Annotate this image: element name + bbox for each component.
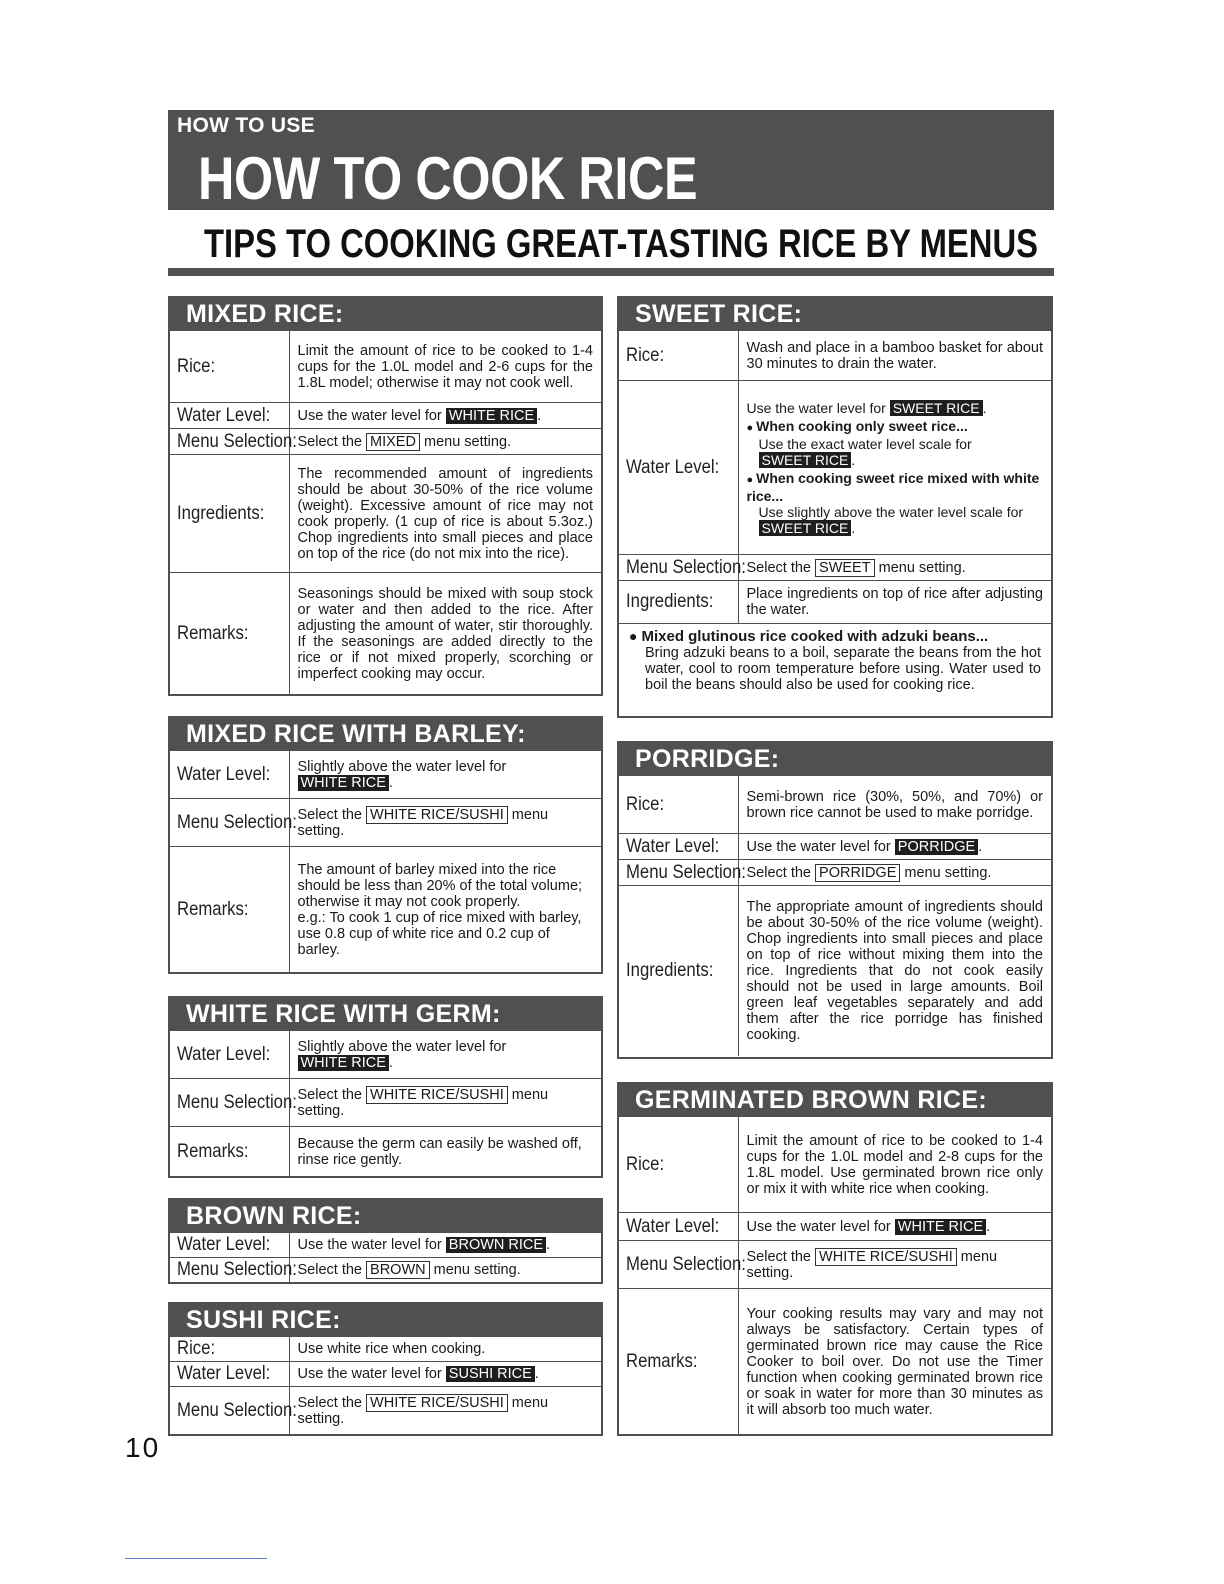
table-row — [170, 1127, 601, 1177]
table-row — [170, 1233, 601, 1258]
table-row — [619, 776, 1051, 834]
sweet-rice-table — [619, 330, 1051, 623]
brown-rice-table — [170, 1232, 601, 1283]
row-value: Limit the amount of rice to be cooked to 1-4 cups for the 1.0L model and 2-6 cups for the 1.8L model; otherwise it may not cook well. — [289, 331, 601, 403]
water-level-tag: WHITE RICE — [298, 1055, 389, 1071]
water-level-tag: WHITE RICE — [895, 1219, 986, 1235]
row-value: Your cooking results may vary and may not always be satisfactory. Certain types of germinated brown rice may cause the Rice Cooker to boil over. Do not use the Timer function when cooking germinated brown rice or soak in water for more than 30 minutes as it will absorb too much water. — [738, 1289, 1051, 1435]
row-label: Remarks: — [170, 1127, 289, 1177]
row-label: Menu Selection: — [619, 555, 738, 581]
table-row — [170, 751, 601, 799]
sweet-rice-section — [617, 296, 1053, 718]
row-value: Slightly above the water level for WHITE RICE . — [289, 751, 601, 799]
row-label: Water Level: — [619, 1213, 738, 1241]
table-row — [170, 1258, 601, 1283]
row-label: Remarks: — [170, 573, 289, 695]
table-row — [619, 581, 1051, 623]
germinated-brown-table — [619, 1116, 1051, 1435]
table-row — [619, 834, 1051, 860]
row-label: Rice: — [619, 1117, 738, 1213]
section-title: MIXED RICE WITH BARLEY: — [170, 718, 601, 750]
section-title: BROWN RICE: — [170, 1200, 601, 1232]
germ-table — [170, 1030, 601, 1177]
mixed-rice-table — [170, 330, 601, 695]
row-value: Use the water level for SWEET RICE . ● When cooking only sweet rice... Use the exact water level scale for SWEET RICE . ● When cooking sweet rice mixed with white rice... Use slightly above the water level scale for SWEET RICE . — [738, 381, 1051, 555]
row-value: Semi-brown rice (30%, 50%, and 70%) or brown rice cannot be used to make porridge. — [738, 776, 1051, 834]
row-value: Use the water level for PORRIDGE . — [738, 834, 1051, 860]
section-title: GERMINATED BROWN RICE: — [619, 1084, 1051, 1116]
row-label: Ingredients: — [619, 886, 738, 1056]
row-value: Use the water level for WHITE RICE . — [289, 403, 601, 429]
table-row — [619, 555, 1051, 581]
row-value: Select the SWEET menu setting. — [738, 555, 1051, 581]
porridge-section — [617, 741, 1053, 1059]
row-value: Because the germ can easily be washed off, rinse rice gently. — [289, 1127, 601, 1177]
row-label: Water Level: — [170, 1031, 289, 1079]
page-number: 10 — [125, 1432, 161, 1463]
barley-section — [168, 716, 603, 974]
row-value: Limit the amount of rice to be cooked to 1-4 cups for the 1.0L model and 2-8 cups for the 1.8L model. Use germinated brown rice only or mix it with white rice when cooking. — [738, 1117, 1051, 1213]
row-label: Rice: — [170, 331, 289, 403]
menu-setting-box: MIXED — [366, 433, 420, 451]
barley-table — [170, 750, 601, 973]
menu-setting-box: WHITE RICE/SUSHI — [366, 1394, 508, 1412]
table-row — [170, 331, 601, 403]
section-title: WHITE RICE WITH GERM: — [170, 998, 601, 1030]
sushi-rice-section — [168, 1302, 603, 1436]
adzuki-note-text: Bring adzuki beans to a boil, separate the beans from the hot water, cool to room temperature before using. Water used to boil the beans should also be used for cooking rice. — [645, 644, 1041, 693]
table-row — [619, 1117, 1051, 1213]
row-label: Water Level: — [619, 381, 738, 555]
subtitle-rule — [168, 268, 1054, 276]
adzuki-note-heading: ● Mixed glutinous rice cooked with adzuki beans... — [629, 628, 1041, 645]
row-value: Select the WHITE RICE/SUSHI menu setting. — [738, 1241, 1051, 1289]
row-label: Rice: — [619, 331, 738, 381]
row-label: Menu Selection: — [619, 1241, 738, 1289]
table-row — [170, 429, 601, 455]
brown-rice-section — [168, 1198, 603, 1284]
row-label: Water Level: — [170, 751, 289, 799]
row-value: Seasonings should be mixed with soup stock or water and then added to the rice. After adjusting the amount of water, stir thoroughly. If the seasonings are added directly to the rice or if not mixed properly, scorching or imperfect cooking may occur. — [289, 573, 601, 695]
row-value: Select the WHITE RICE/SUSHI menu setting. — [289, 799, 601, 847]
row-value: Select the WHITE RICE/SUSHI menu setting. — [289, 1079, 601, 1127]
row-label: Ingredients: — [619, 581, 738, 623]
table-row — [619, 1213, 1051, 1241]
row-label: Menu Selection: — [170, 1258, 289, 1283]
row-value: Select the BROWN menu setting. — [289, 1258, 601, 1283]
sweet-only-text: Use the exact water level scale for SWEET RICE . — [758, 435, 972, 468]
sweet-mixed-heading: ● When cooking sweet rice mixed with white rice... — [747, 470, 1044, 504]
section-title: MIXED RICE: — [170, 298, 601, 330]
row-label: Menu Selection: — [170, 1387, 289, 1435]
germ-section — [168, 996, 603, 1178]
adzuki-note — [619, 623, 1051, 698]
table-row — [619, 886, 1051, 1056]
table-row — [170, 403, 601, 429]
row-value: Select the MIXED menu setting. — [289, 429, 601, 455]
sweet-mixed-text: Use slightly above the water level scale for SWEET RICE . — [758, 503, 1024, 536]
table-row — [170, 799, 601, 847]
water-level-tag: PORRIDGE — [895, 839, 978, 855]
row-label: Menu Selection: — [170, 1079, 289, 1127]
row-value: Slightly above the water level for WHITE RICE . — [289, 1031, 601, 1079]
row-value: Use the water level for BROWN RICE . — [289, 1233, 601, 1258]
row-value: The amount of barley mixed into the rice should be less than 20% of the total volume; otherwise it may not cook properly. e.g.: To cook 1 cup of rice mixed with barley, use 0.8 cup of white rice and 0.2 cup of barley. — [289, 847, 601, 973]
mixed-rice-section — [168, 296, 603, 696]
table-row — [170, 847, 601, 973]
water-level-tag: WHITE RICE — [298, 775, 389, 791]
sushi-rice-table — [170, 1336, 601, 1435]
table-row — [619, 860, 1051, 886]
table-row — [619, 1241, 1051, 1289]
row-value: Use the water level for WHITE RICE . — [738, 1213, 1051, 1241]
menu-setting-box: WHITE RICE/SUSHI — [815, 1248, 957, 1266]
row-label: Ingredients: — [170, 455, 289, 573]
row-value: Use white rice when cooking. — [289, 1337, 601, 1362]
menu-setting-box: SWEET — [815, 559, 875, 577]
section-title: PORRIDGE: — [619, 743, 1051, 775]
page-banner — [168, 110, 1054, 210]
table-row — [619, 381, 1051, 555]
row-label: Menu Selection: — [170, 799, 289, 847]
row-label: Rice: — [170, 1337, 289, 1362]
row-value: The appropriate amount of ingredients should be about 30-50% of the rice volume (weight). Chop ingredients into small pieces and place on top of rice without mixing them into the rice. Ingredients that do not cook easily should not be used in large amounts. Boil green leaf vegetables separately and add them after the rice porridge has finished cooking. — [738, 886, 1051, 1056]
footer-rule — [125, 1558, 267, 1559]
row-value: Use the water level for SUSHI RICE . — [289, 1362, 601, 1387]
table-row — [170, 1031, 601, 1079]
row-label: Water Level: — [170, 403, 289, 429]
table-row — [619, 331, 1051, 381]
row-label: Rice: — [619, 776, 738, 834]
menu-setting-box: WHITE RICE/SUSHI — [366, 806, 508, 824]
table-row — [170, 1079, 601, 1127]
table-row — [619, 1289, 1051, 1435]
row-label: Water Level: — [170, 1362, 289, 1387]
table-row — [170, 455, 601, 573]
row-value: The recommended amount of ingredients should be about 30-50% of the rice volume (weight). Excessive amount of rice may not cook properly. (1 cup of rice is about 5.3oz.) Chop ingredients into small pieces and place on top of the rice (do not mix into the rice). — [289, 455, 601, 573]
sweet-only-heading: ● When cooking only sweet rice... — [747, 418, 1044, 436]
section-title: SWEET RICE: — [619, 298, 1051, 330]
menu-setting-box: BROWN — [366, 1261, 430, 1279]
menu-setting-box: WHITE RICE/SUSHI — [366, 1086, 508, 1104]
row-value: Place ingredients on top of rice after adjusting the water. — [738, 581, 1051, 623]
water-level-tag: WHITE RICE — [446, 408, 537, 424]
water-level-tag: SWEET RICE — [759, 520, 852, 536]
row-value: Select the WHITE RICE/SUSHI menu setting. — [289, 1387, 601, 1435]
row-label: Menu Selection: — [170, 429, 289, 455]
porridge-table — [619, 775, 1051, 1056]
row-label: Water Level: — [170, 1233, 289, 1258]
table-row — [170, 1387, 601, 1435]
page-subtitle: TIPS TO COOKING GREAT-TASTING RICE BY MENUS — [204, 222, 1039, 266]
table-row — [170, 573, 601, 695]
row-label: Remarks: — [619, 1289, 738, 1435]
menu-setting-box: PORRIDGE — [815, 864, 900, 882]
row-label: Remarks: — [170, 847, 289, 973]
water-level-tag: SUSHI RICE — [446, 1366, 535, 1382]
water-level-tag: SWEET RICE — [890, 400, 983, 416]
water-level-tag: BROWN RICE — [446, 1237, 546, 1253]
row-value: Wash and place in a bamboo basket for about 30 minutes to drain the water. — [738, 331, 1051, 381]
section-kicker: HOW TO USE — [177, 114, 315, 137]
table-row — [170, 1337, 601, 1362]
row-value: Select the PORRIDGE menu setting. — [738, 860, 1051, 886]
table-row — [170, 1362, 601, 1387]
section-title: SUSHI RICE: — [170, 1304, 601, 1336]
row-label: Menu Selection: — [619, 860, 738, 886]
page-title: HOW TO COOK RICE — [198, 145, 698, 212]
water-level-tag: SWEET RICE — [759, 452, 852, 468]
germinated-brown-section — [617, 1082, 1053, 1436]
row-label: Water Level: — [619, 834, 738, 860]
